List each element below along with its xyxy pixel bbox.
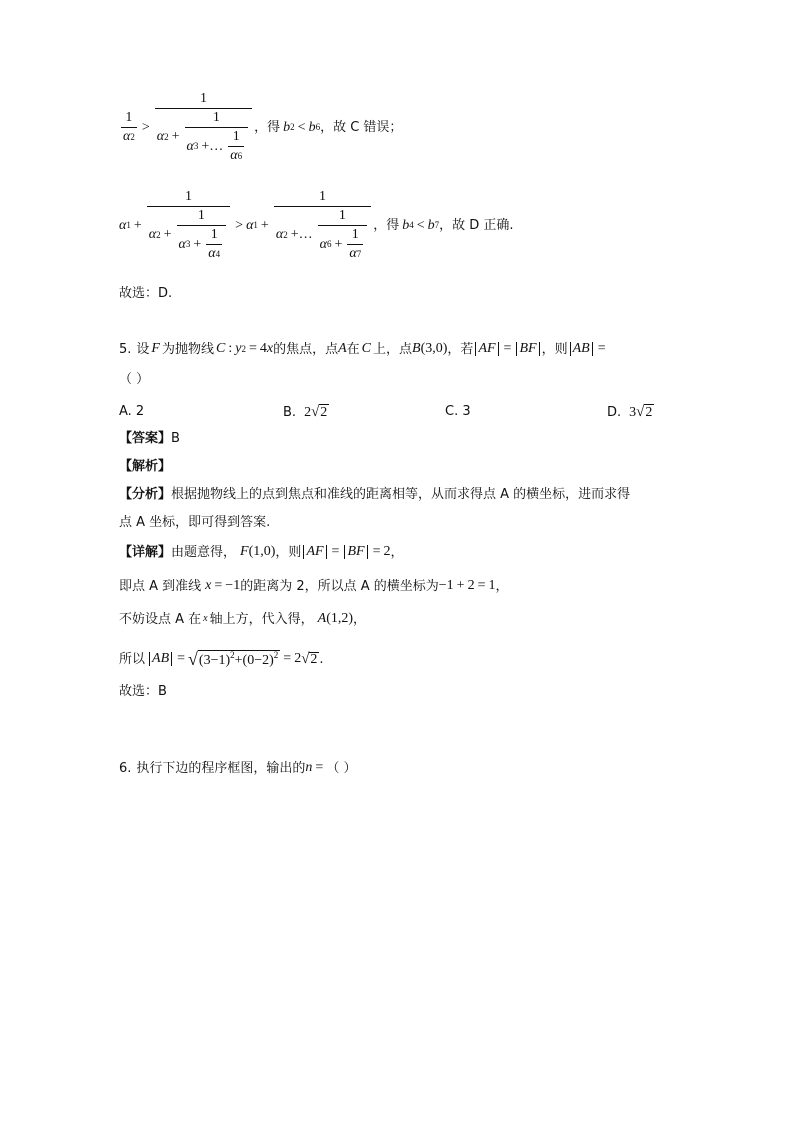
d-tail-text: ，得 bbox=[373, 218, 400, 233]
fenxi-line-1: 【分析】 根据抛物线上的点到焦点和准线的距离相等，从而求得点 A 的横坐标，进而求得 bbox=[119, 487, 631, 502]
distance-sqrt: √ $(3-1)^2+(0-2)^2$ bbox=[188, 649, 279, 669]
c-result-text: 故 C 错误； bbox=[333, 120, 403, 135]
q6-number: 6. bbox=[119, 760, 132, 776]
continued-fraction-d-left: 1 α 2 + 1 α 3 + 1 α 4 bbox=[147, 190, 230, 261]
xiangjie-line-1: 【详解】 由题意得， F (1,0) ，则 AF = BF = 2 ， bbox=[119, 544, 404, 560]
answer-tag: 【答案】 bbox=[119, 431, 172, 446]
d-result-text: ，故 D 正确. bbox=[439, 218, 514, 233]
fraction-1-over-alpha2: 1 α 2 bbox=[123, 110, 135, 144]
q5-paren: （ ） bbox=[119, 372, 150, 387]
q5-number: 5. bbox=[119, 341, 132, 357]
continued-fraction-d-right: 1 α 2 +… 1 α 6 + 1 α 7 bbox=[274, 190, 371, 261]
continued-fraction-c: 1 α 2 + 1 α 3 +… 1 α 6 bbox=[155, 92, 252, 163]
xiangjie-line-3: 不妨设点 A 在 x 轴上方，代入得， A (1,2) ， bbox=[119, 611, 367, 627]
q5-option-b: B. 2 √ 2 bbox=[283, 404, 328, 420]
option-d-inequality: α 1 + 1 α 2 + 1 α 3 + 1 α 4 > α 1 + 1 α 2 +… 1 α 6 + 1 α 7 ，得 b 4 < b 7 ，故 D 正确. bbox=[119, 189, 514, 261]
option-c-inequality: 1 α 2 > 1 α 2 + 1 α 3 +… 1 α 6 ，得 b 2 < b 6 ， 故 C 错误； bbox=[123, 91, 403, 163]
answer-value: B bbox=[171, 431, 180, 446]
xiangjie-line-2: 即点 A 到准线 x = −1 的距离为 2，所以点 A 的横坐标为 −1 + 2 = 1 ， bbox=[119, 578, 509, 594]
q5-answer bbox=[119, 432, 180, 445]
q5-choose: 故选：B bbox=[119, 684, 167, 699]
prev-choose: 故选：D. bbox=[119, 286, 173, 301]
q5-option-a: A. 2 bbox=[119, 404, 145, 419]
q5-option-c: C. 3 bbox=[445, 404, 471, 419]
q5-option-d: D. 3 √ 2 bbox=[607, 404, 653, 420]
q6-stem: 6. 执行下边的程序框图，输出的 n = （ ） bbox=[119, 760, 357, 776]
c-tail-text: ，得 bbox=[254, 120, 281, 135]
analysis-tag: 【解析】 bbox=[119, 459, 172, 474]
xiangjie-line-4: 所以 AB = √ $(3-1)^2+(0-2)^2$ = 2 √ 2 . bbox=[119, 649, 324, 669]
q5-stem: 5. 设 F 为抛物线 C : y 2 = 4 x 的焦点，点 A 在 C 上，点 B (3,0) ，若 AF = BF ，则 AB = bbox=[119, 341, 606, 357]
fenxi-line-2: 点 A 坐标，即可得到答案. bbox=[119, 515, 271, 530]
